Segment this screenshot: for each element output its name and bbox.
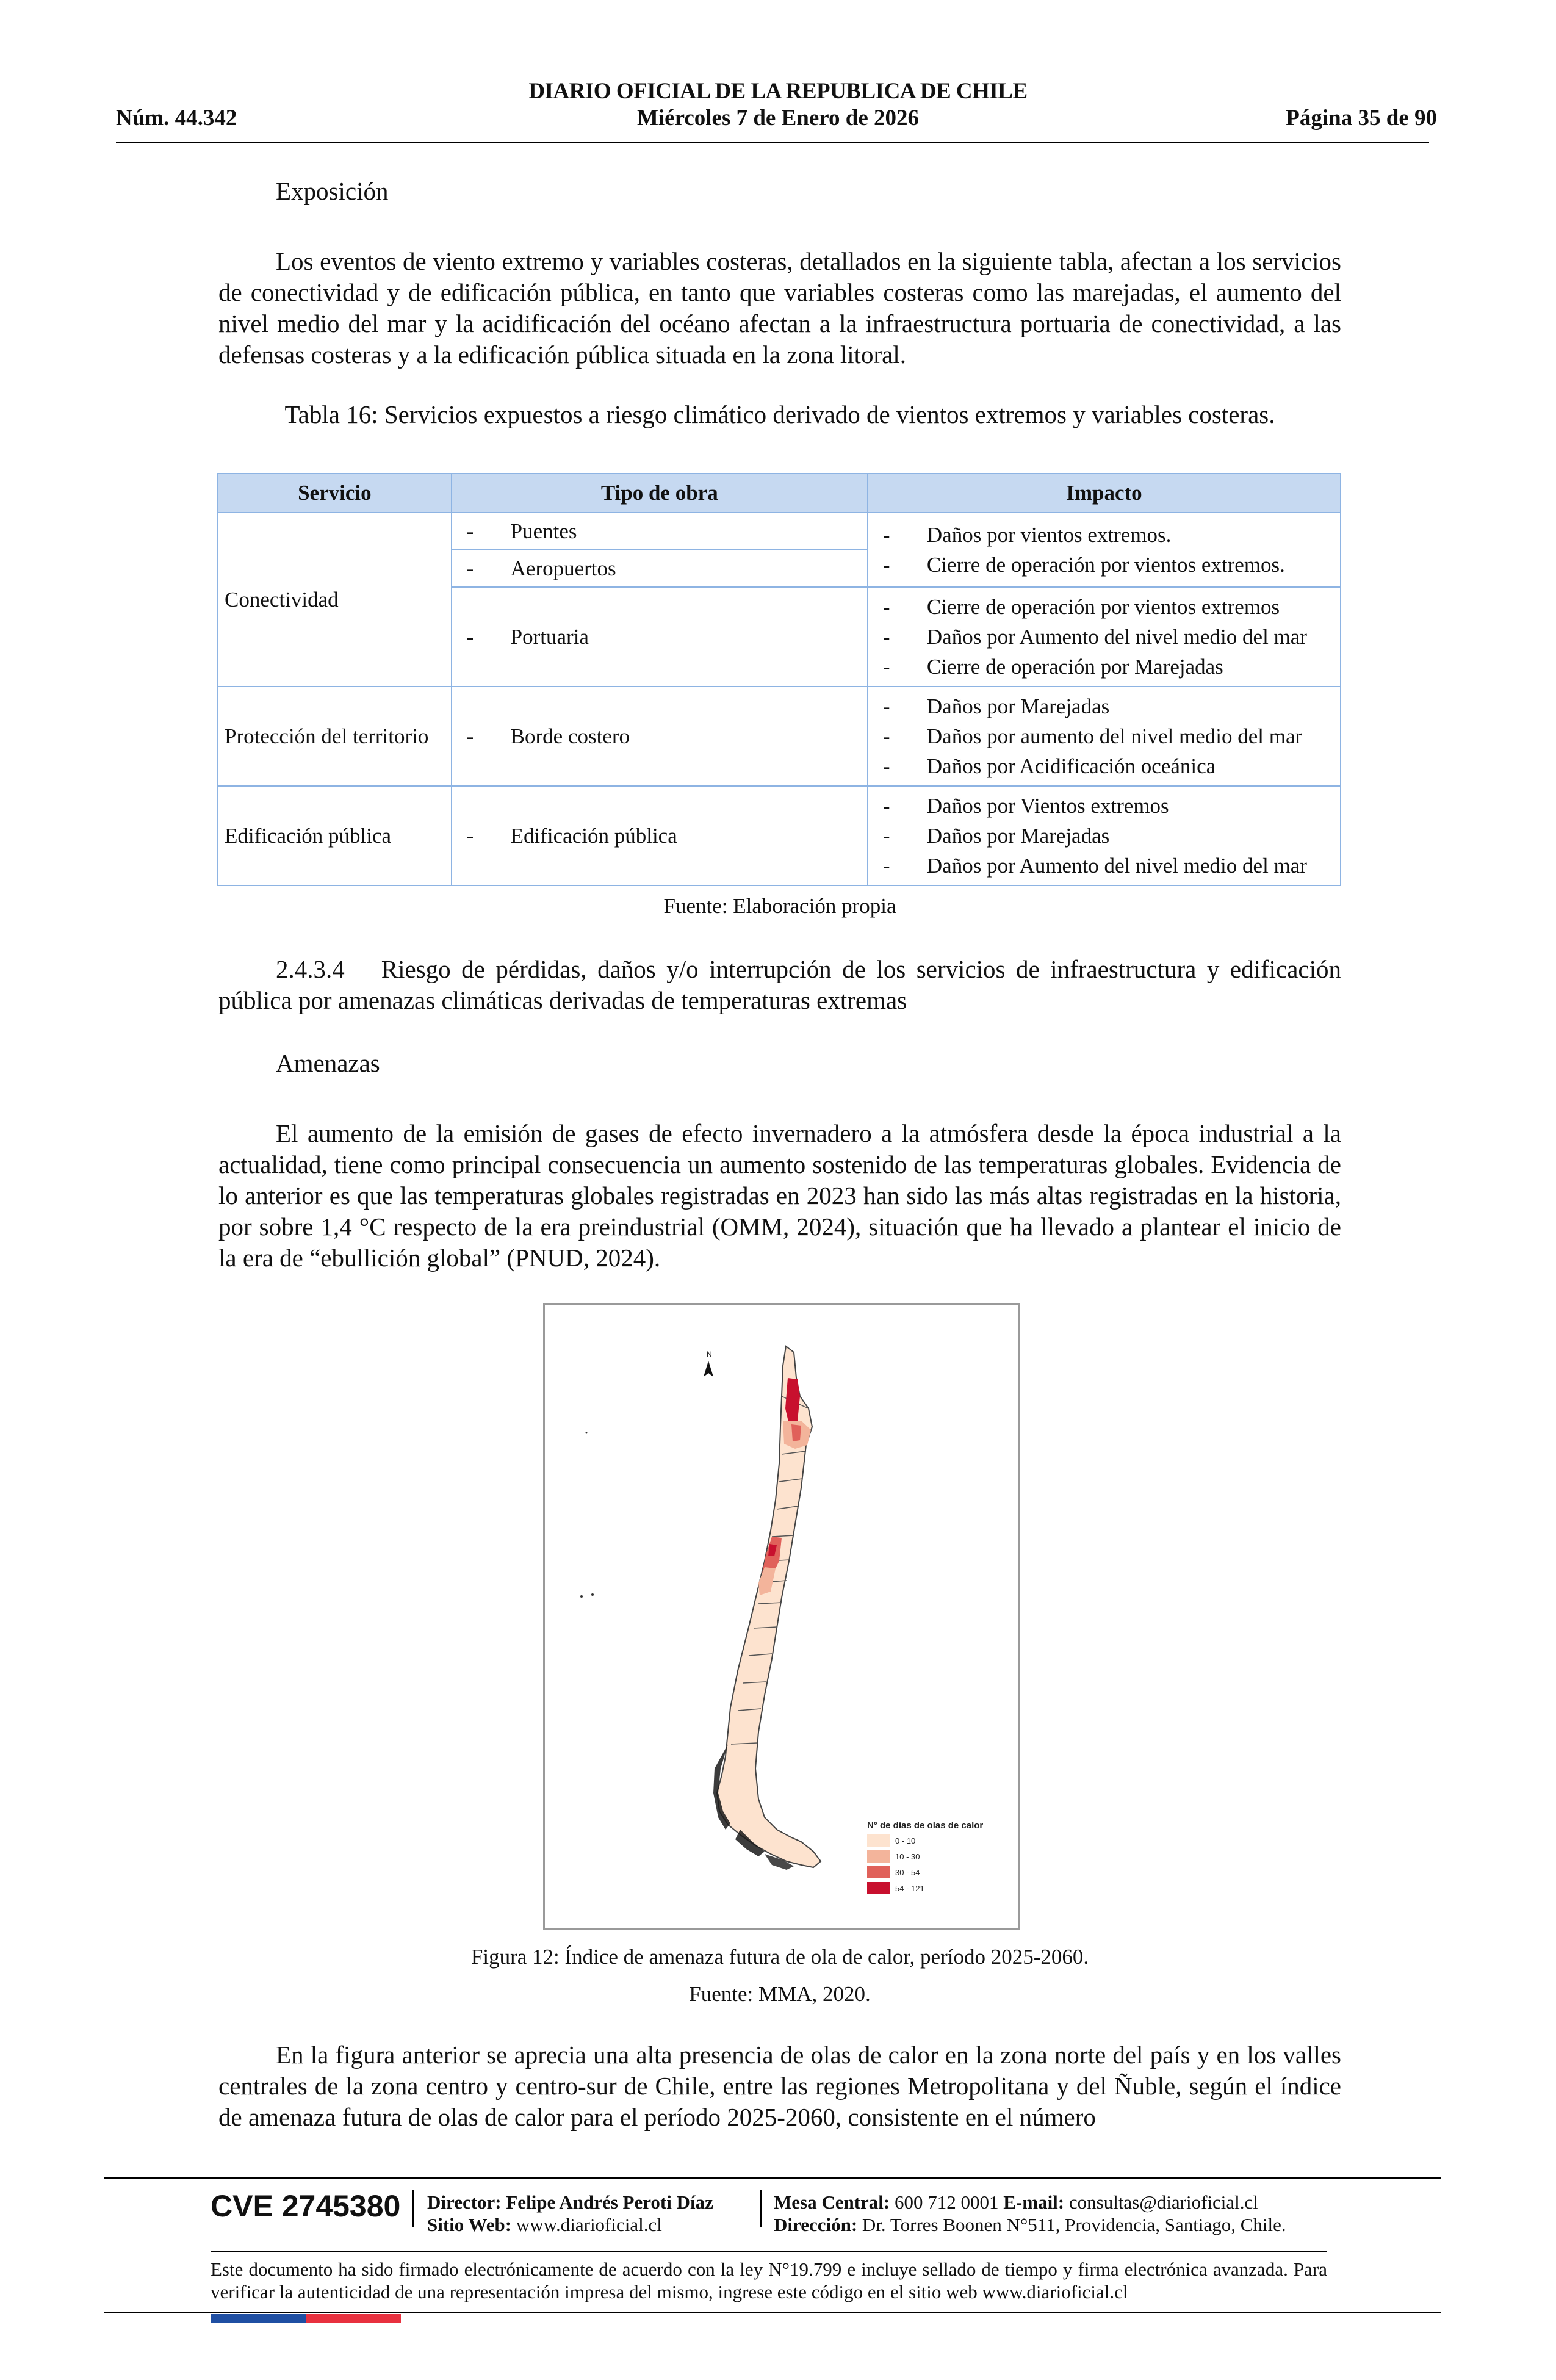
flag-stripe-red [306, 2314, 401, 2323]
footer-divider [211, 2251, 1327, 2252]
issue-date: Miércoles 7 de Enero de 2026 [636, 106, 920, 131]
legend-label: 30 - 54 [895, 1868, 920, 1877]
legend-swatch [867, 1850, 890, 1863]
north-label: N [707, 1350, 712, 1358]
footer-contact: Mesa Central: 600 712 0001 E-mail: consultas@diarioficial.cl Dirección: Dr. Torres Boonen N°511, Providencia, Santiago, Chile. [774, 2191, 1286, 2235]
email-link[interactable]: consultas@diarioficial.cl [1068, 2191, 1258, 2213]
newspaper-title: DIARIO OFICIAL DE LA REPUBLICA DE CHILE [528, 79, 1028, 104]
legend-swatch [867, 1882, 890, 1894]
table-cell-impacto: - Daños por vientos extremos. - Cierre de operación por vientos extremos. [868, 513, 1341, 587]
column-header: Tipo de obra [452, 474, 868, 513]
footer-separator [760, 2190, 762, 2227]
legend-title: N° de días de olas de calor [867, 1820, 984, 1831]
exposicion-paragraph: Los eventos de viento extremo y variables costeras, detallados en la siguiente tabla, afectan a los servicios de conectividad y de edificación pública, en tanto que variables costeras como las marejadas, el aumento del nivel medio del mar y la acidificación del océano afectan a la infraestructura portuaria de conectividad, a las defensas costeras y a la edificación pública situada en la zona litoral. [218, 247, 1341, 369]
website-link[interactable]: www.diarioficial.cl [516, 2214, 662, 2235]
table-cell-obra: - Aeropuertos [452, 549, 868, 587]
table-cell-obra: - Puentes [452, 513, 868, 549]
legend-label: 0 - 10 [895, 1836, 916, 1845]
table-cell-obra: - Edificación pública [452, 786, 868, 885]
legend-label: 10 - 30 [895, 1852, 920, 1861]
column-header: Servicio [218, 474, 452, 513]
table-cell-obra: - Borde costero [452, 687, 868, 786]
legend-swatch [867, 1834, 890, 1847]
legal-notice: Este documento ha sido firmado electrónicamente de acuerdo con la ley N°19.799 e incluye sellado de tiempo y firma electrónica avanzada. Para verificar la autenticidad de una representación impresa del mismo, ingrese este código en el sitio web www.diarioficial.cl [211, 2259, 1327, 2302]
services-table [217, 473, 1341, 886]
table-cell-servicio: Conectividad [218, 513, 452, 687]
table-cell-impacto: - Cierre de operación por vientos extremos - Daños por Aumento del nivel medio del mar - Cierre de operación por Marejadas [868, 587, 1341, 687]
table-cell-impacto: - Daños por Marejadas - Daños por aumento del nivel medio del mar - Daños por Acidificación oceánica [868, 687, 1341, 786]
table-cell-servicio: Protección del territorio [218, 687, 452, 786]
legend-label: 54 - 121 [895, 1884, 924, 1893]
footer-director: Director: Felipe Andrés Peroti Díaz Sitio Web: www.diarioficial.cl [427, 2191, 713, 2235]
figure-source: Fuente: MMA, 2020. [689, 1982, 871, 2006]
table-cell-obra: - Portuaria [452, 587, 868, 687]
footer-divider [104, 2177, 1441, 2179]
cve-code: CVE 2745380 [211, 2189, 401, 2223]
chile-map-graphic [545, 1305, 1018, 1928]
page-number: Página 35 de 90 [1286, 106, 1437, 131]
column-header: Impacto [868, 474, 1341, 513]
table-cell-impacto: - Daños por Vientos extremos - Daños por Marejadas - Daños por Aumento del nivel medio del mar [868, 786, 1341, 885]
issue-number: Núm. 44.342 [116, 106, 237, 131]
footer-divider [104, 2312, 1441, 2313]
footer-separator [412, 2190, 414, 2227]
north-arrow-icon [704, 1361, 713, 1377]
amenazas-paragraph: El aumento de la emisión de gases de efecto invernadero a la atmósfera desde la época industrial a la actualidad, tiene como principal consecuencia un aumento sostenido de las temperaturas globales. Evidencia de lo anterior es que las temperaturas globales registradas en 2023 han sido las más altas registradas en la historia, por sobre 1,4 °C respecto de la era preindustrial (OMM, 2024), situación que ha llevado a plantear el inicio de la era de “ebullición global” (PNUD, 2024). [218, 1119, 1341, 1272]
table-source: Fuente: Elaboración propia [663, 894, 896, 918]
table-caption: Tabla 16: Servicios expuestos a riesgo climático derivado de vientos extremos y variables costeras. [284, 400, 1275, 428]
legend-swatch [867, 1866, 890, 1878]
header-divider [116, 142, 1429, 143]
section-heading-amenazas: Amenazas [276, 1049, 380, 1077]
flag-stripe-blue [211, 2314, 306, 2323]
heatwave-map [543, 1303, 1020, 1930]
section-title: 2.4.3.4 Riesgo de pérdidas, daños y/o interrupción de los servicios de infraestructura y edificación pública por amenazas climáticas derivadas de temperaturas extremas [218, 955, 1341, 1014]
figure-caption: Figura 12: Índice de amenaza futura de ola de calor, período 2025-2060. [470, 1945, 1089, 1969]
closing-paragraph: En la figura anterior se aprecia una alta presencia de olas de calor en la zona norte del país y en los valles centrales de la zona centro y centro-sur de Chile, entre las regiones Metropolitana y del Ñuble, según el índice de amenaza futura de olas de calor para el período 2025-2060, consistente en el número [218, 2041, 1341, 2131]
section-heading-exposicion: Exposición [276, 177, 389, 205]
table-cell-servicio: Edificación pública [218, 786, 452, 885]
